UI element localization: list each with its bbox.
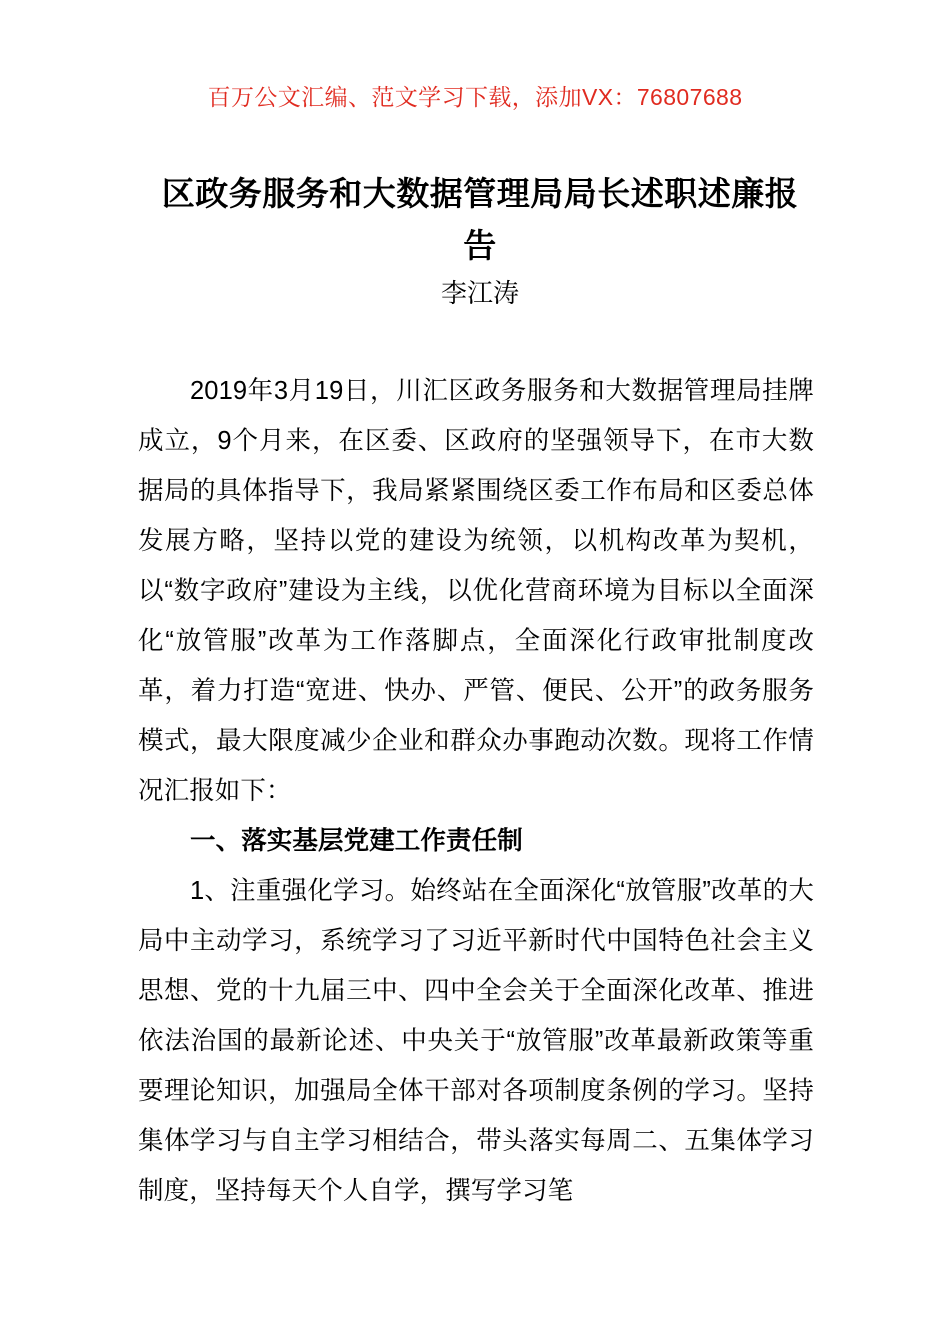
promo-banner-text: 百万公文汇编、范文学习下载，添加VX：76807688 <box>207 84 743 110</box>
body-paragraph-1: 2019年3月19日，川汇区政务服务和大数据管理局挂牌成立，9个月来，在区委、区政府的坚强领导下，在市大数据局的具体指导下，我局紧紧围绕区委工作布局和区委总体发展方略，坚持以党的建设为统领，以机构改革为契机，以“数字政府”建设为主线，以优化营商环境为目标以全面深化“放管服”改革为工作落脚点，全面深化行政审批制度改革，着力打造“宽进、快办、严管、便民、公开”的政务服务模式，最大限度减少企业和群众办事跑动次数。现将工作情况汇报如下： <box>138 377 814 805</box>
promo-banner <box>0 82 950 112</box>
page-title: 区政务服务和大数据管理局局长述职述廉报告 <box>161 175 799 264</box>
author-name: 李江涛 <box>440 278 519 308</box>
body-paragraph-2: 1、注重强化学习。始终站在全面深化“放管服”改革的大局中主动学习，系统学习了习近平新时代中国特色社会主义思想、党的十九届三中、四中全会关于全面深化改革、推进依法治国的最新论述、中央关于“放管服”改革最新政策等重要理论知识，加强局全体干部对各项制度条例的学习。坚持集体学习与自主学习相结合，带头落实每周二、五集体学习制度，坚持每天个人自学，撰写学习笔 <box>138 877 814 1205</box>
section-heading-1: 一、落实基层党建工作责任制 <box>190 827 523 855</box>
document-body <box>138 366 814 1216</box>
